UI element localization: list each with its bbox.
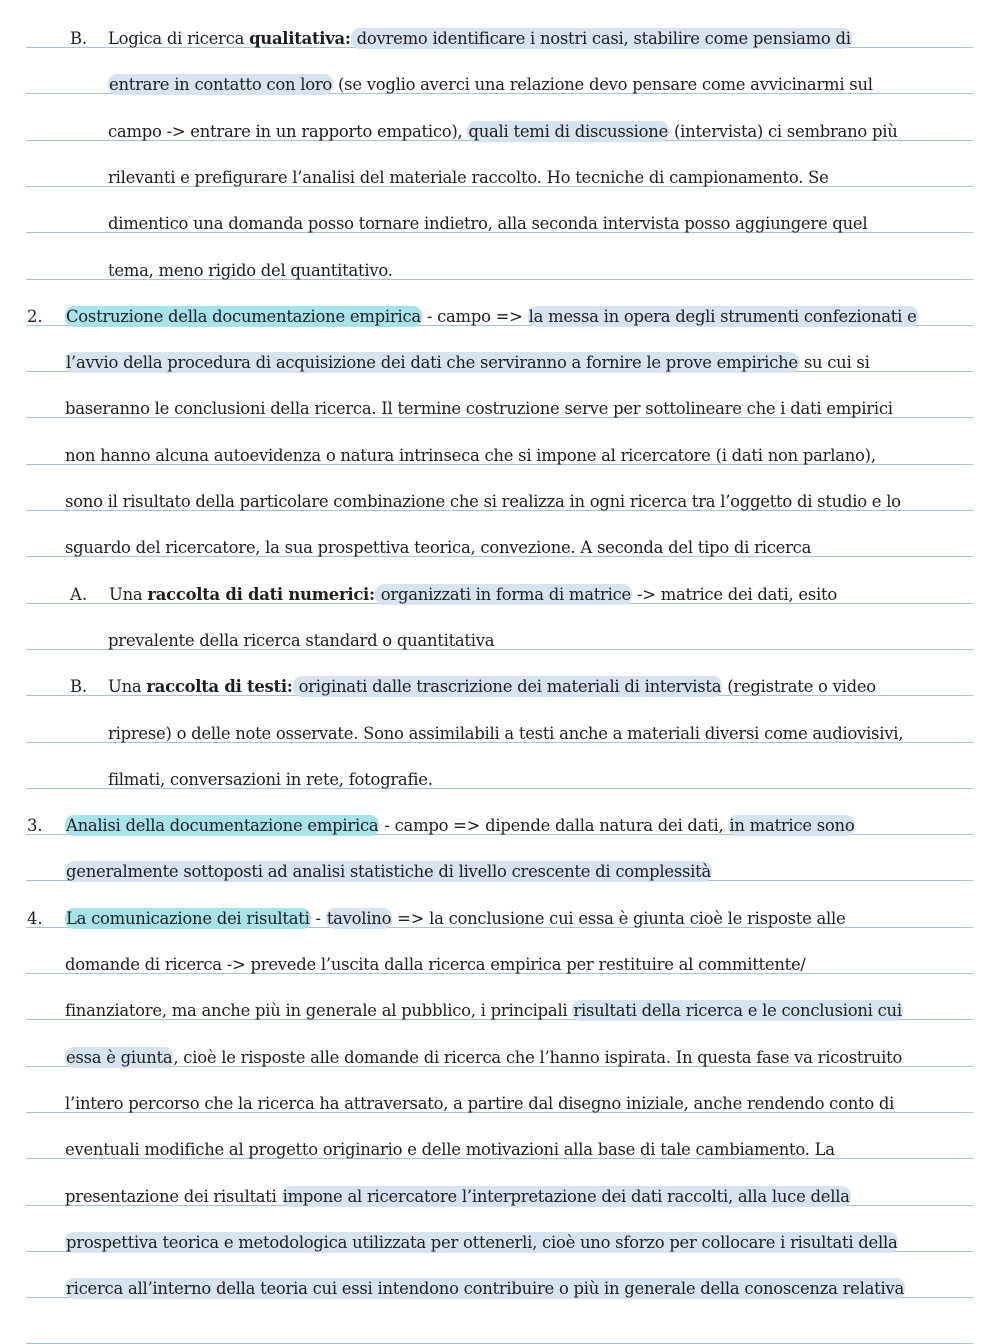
highlighted-text: Analisi della documentazione empirica [66,816,379,835]
text-line [65,950,806,980]
text-segment: presentazione dei risultati [65,1187,282,1206]
text-segment: sono il risultato della particolare combinazione che si realizza in ogni ricerca tra l’oggetto di studio e lo [65,492,901,511]
text-segment: - campo => [421,307,528,326]
list-marker: A. [70,585,88,604]
bold-text: raccolta di testi: [146,677,293,696]
highlighted-text: organizzati in forma di matrice [375,585,632,604]
highlighted-text: impone al ricercatore l’interpretazione dei dati raccolti, alla luce della [282,1187,850,1206]
bold-text: qualitativa: [249,29,351,48]
text-line [108,765,433,795]
text-line [108,117,898,147]
text-line [65,811,855,841]
highlighted-text: essa è giunta [66,1048,173,1067]
text-line [65,348,870,378]
text-line [108,70,873,100]
text-segment: (se voglio averci una relazione devo pensare come avvicinarmi sul [333,75,873,94]
text-line [65,394,893,424]
text-segment: , cioè le risposte alle domande di ricerca che l’hanno ispirata. In questa fase va ricostruito [173,1048,903,1067]
text-segment: sguardo del ricercatore, la sua prospettiva teorica, convezione. A seconda del tipo di ricerca [65,538,812,557]
text-line [108,626,494,656]
text-line [108,672,876,702]
highlighted-text: la messa in opera degli strumenti confezionati e [528,307,917,326]
bold-text: raccolta di dati numerici: [147,585,375,604]
highlighted-text: l’avvio della procedura di acquisizione dei dati che serviranno a fornire le prove empiriche [66,353,798,372]
text-line [65,1043,902,1073]
text-line [65,1089,894,1119]
text-segment: non hanno alcuna autoevidenza o natura intrinseca che si impone al ricercatore (i dati non parlano), [65,446,876,465]
list-marker: 4. [27,909,43,928]
highlighted-text: originati dalle trascrizione dei materiali di intervista [293,677,722,696]
text-segment: Logica di ricerca [108,29,250,48]
text-segment: -> matrice dei dati, esito [632,585,837,604]
text-line [65,996,903,1026]
text-segment: filmati, conversazioni in rete, fotografie. [108,770,433,789]
text-segment: tema, meno rigido del quantitativo. [108,261,393,280]
text-line [65,1228,898,1258]
highlighted-text: quali temi di discussione [468,122,669,141]
list-marker: B. [70,677,88,696]
text-segment: riprese) o delle note osservate. Sono assimilabili a testi anche a materiali diversi come audiovisivi, [108,724,904,743]
text-line [65,857,712,887]
list-marker: B. [70,29,88,48]
text-segment: domande di ricerca -> prevede l’uscita dalla ricerca empirica per restituire al committente/ [65,955,806,974]
text-segment: (intervista) ci sembrano più [669,122,898,141]
highlighted-text: prospettiva teorica e metodologica utilizzata per ottenerli, cioè uno sforzo per collocare i risultati della [66,1233,898,1252]
highlighted-text: tavolino [326,909,392,928]
list-marker: 2. [27,307,43,326]
text-line [108,209,867,239]
highlighted-text: in matrice sono [729,816,855,835]
text-segment: prevalente della ricerca standard o quantitativa [108,631,495,650]
text-line [108,719,903,749]
text-line [65,1274,905,1304]
text-segment: eventuali modifiche al progetto originario e delle motivazioni alla base di tale cambiamento. La [65,1140,835,1159]
text-line [65,302,918,332]
text-line [65,487,901,517]
text-line [65,1135,835,1165]
highlighted-text: La comunicazione dei risultati [66,909,310,928]
text-segment: l’intero percorso che la ricerca ha attraversato, a partire dal disegno iniziale, anche rendendo conto di [65,1094,895,1113]
text-segment: => la conclusione cui essa è giunta cioè le risposte alle [392,909,846,928]
text-line [108,163,829,193]
text-line [65,1182,851,1212]
text-segment: campo -> entrare in un rapporto empatico), [108,122,468,141]
text-segment: Una [108,677,147,696]
text-line [108,256,393,286]
list-marker: 3. [27,816,43,835]
highlighted-text: ricerca all’interno della teoria cui essi intendono contribuire o più in generale della conoscenza relativa [66,1279,905,1298]
text-segment: (registrate o video [722,677,876,696]
text-segment: Una [109,585,148,604]
text-segment: baseranno le conclusioni della ricerca. Il termine costruzione serve per sottolineare che i dati empirici [65,399,893,418]
text-line [65,904,845,934]
text-line [65,533,811,563]
text-segment: - campo => dipende dalla natura dei dati, [379,816,729,835]
text-segment: dimentico una domanda posso tornare indietro, alla seconda intervista posso aggiungere quel [108,214,868,233]
text-segment: - [310,909,326,928]
highlighted-text: dovremo identificare i nostri casi, stabilire come pensiamo di [351,29,851,48]
text-line [108,24,852,54]
highlighted-text: risultati della ricerca e le conclusioni cui [573,1001,902,1020]
highlighted-text: Costruzione della documentazione empirica [66,307,421,326]
text-segment: rilevanti e prefigurare l’analisi del materiale raccolto. Ho tecniche di campionamento. Se [108,168,829,187]
text-line [109,580,837,610]
highlighted-text: entrare in contatto con loro [109,75,333,94]
text-segment: su cui si [798,353,870,372]
highlighted-text: generalmente sottoposti ad analisi statistiche di livello crescente di complessità [66,862,712,881]
text-segment: finanziatore, ma anche più in generale al pubblico, i principali [65,1001,573,1020]
text-line [65,441,876,471]
